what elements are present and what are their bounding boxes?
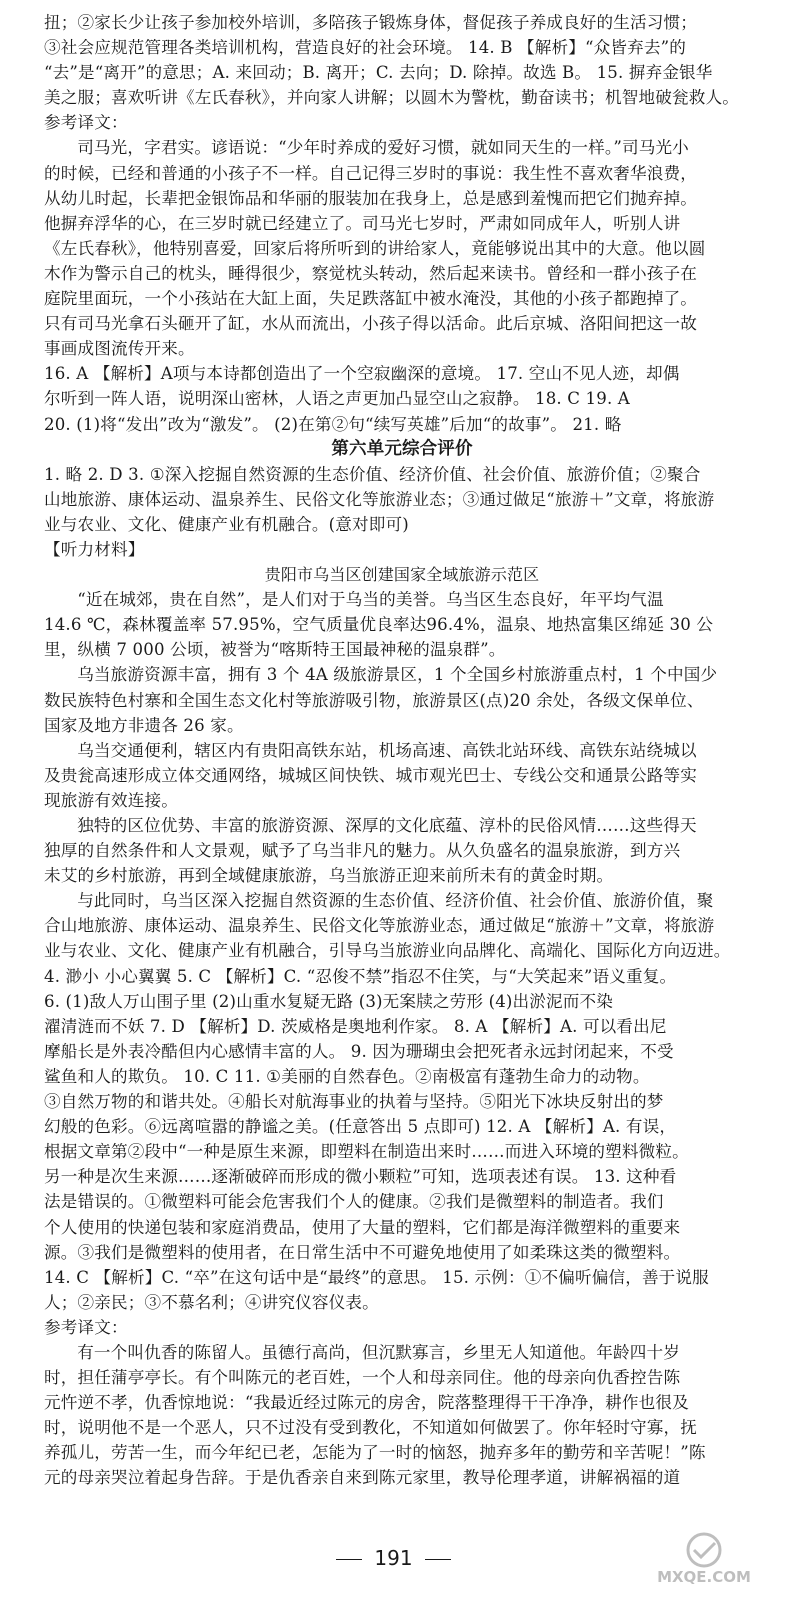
watermark-text: MXQE.COM: [657, 1568, 751, 1586]
text-line: ③社会应规范管理各类培训机构，营造良好的社会环境。 14. B 【解析】“众皆弃去”的: [44, 38, 687, 58]
text-line: 木作为警示自己的枕头，睡得很少，察觉枕头转动，然后起来读书。曾经和一群小孩子在: [44, 263, 698, 283]
text-line: 有一个叫仇香的陈留人。虽德行高尚，但沉默寡言，乡里无人知道他。年龄四十岁: [77, 1342, 680, 1362]
listening-material-heading: 【听力材料】: [44, 539, 145, 559]
text-line: 业与农业、文化、健康产业有机融合，引导乌当旅游业向品牌化、高端化、国际化方向迈进。: [44, 941, 731, 961]
text-line: 16. A 【解析】A项与本诗都创造出了一个空寂幽深的意境。 17. 空山不见人迹，却偶: [44, 364, 680, 384]
text-line: 乌当交通便利，辖区内有贵阳高铁东站，机场高速、高铁北站环线、高铁东站绕城以: [77, 740, 697, 760]
text-line: 国家及地方非遗各 26 家。: [44, 715, 244, 735]
text-line: 只有司马光拿石头砸开了缸，水从而流出，小孩子得以活命。此后京城、洛阳间把这一故: [44, 314, 698, 334]
text-line: 1. 略 2. D 3. ①深入挖掘自然资源的生态价值、经济价值、社会价值、旅游价值；②聚合: [44, 464, 701, 484]
text-line: 事画成图流传开来。: [44, 339, 195, 359]
text-line: 14. C 【解析】C. “卒”在这句话中是“最终”的意思。 15. 示例：①不偏听偏信，善于说服: [44, 1267, 709, 1287]
text-line: 养孤儿，劳苦一生，而今年纪已老，怎能为了一时的恼怒，抛弃多年的勤劳和辛苦呢！”陈: [44, 1443, 706, 1463]
watermark-logo: [639, 1530, 769, 1588]
text-line: 元的母亲哭泣着起身告辞。于是仇香亲自来到陈元家里，教导伦理孝道，讲解祸福的道: [44, 1468, 681, 1488]
text-line: 未艾的乡村旅游，再到全域健康旅游，乌当旅游正迎来前所未有的黄金时期。: [44, 866, 614, 886]
text-line: 20. (1)将“发出”改为“激发”。 (2)在第②句“续写英雄”后加“的故事”。 21. 略: [44, 414, 622, 434]
text-line: 从幼儿时起，长辈把金银饰品和华丽的服装加在我身上，总是感到羞愧而把它们抛弃掉。: [44, 188, 698, 208]
text-line: 数民族特色村寨和全国生态文化村等旅游吸引物，旅游景区(点)20 余处，各级文保单位、: [44, 690, 704, 710]
text-line: 独厚的自然条件和人文景观，赋予了乌当非凡的魅力。从久负盛名的温泉旅游，到方兴: [44, 841, 681, 861]
text-line: 山地旅游、康体运动、温泉养生、民俗文化等旅游业态；③通过做足“旅游＋”文章，将旅游: [44, 489, 715, 509]
text-line: 及贵瓮高速形成立体交通网络，城城区间快铁、城市观光巴士、专线公交和通景公路等实: [44, 765, 698, 785]
text-line: 业与农业、文化、健康产业有机融合。(意对即可): [44, 514, 409, 534]
text-line: 法是错误的。①微塑料可能会危害我们个人的健康。②我们是微塑料的制造者。我们: [44, 1192, 664, 1212]
text-line: 尔听到一阵人语，说明深山密林，人语之声更加凸显空山之寂静。 18. C 19. A: [44, 389, 630, 409]
text-line: 司马光，字君实。谚语说：“少年时养成的爱好习惯，就如同天生的一样。”司马光小: [77, 138, 689, 158]
section-title: 第六单元综合评价: [331, 438, 473, 459]
page-number-text: 191: [374, 1546, 413, 1570]
text-line: 里，纵横 7 000 公顷，被誉为“喀斯特王国最神秘的温泉群”。: [44, 640, 506, 660]
translation-heading: 参考译文：: [44, 113, 128, 133]
text-line: 时，担任蒲亭亭长。有个叫陈元的老百姓，一个人和母亲同住。他的母亲向仇香控告陈: [44, 1368, 681, 1388]
text-line: 6. (1)敌人万山围子里 (2)山重水复疑无路 (3)无案牍之劳形 (4)出淤泥而不染: [44, 991, 613, 1011]
translation-heading: 参考译文：: [44, 1317, 128, 1337]
text-line: 濯清涟而不妖 7. D 【解析】D. 茨威格是奥地利作家。 8. A 【解析】A. 可以看出尼: [44, 1016, 667, 1036]
text-line: 现旅游有效连接。: [44, 790, 178, 810]
text-line: 他摒弃浮华的心，在三岁时就已经建立了。司马光七岁时，严肃如同成年人，听别人讲: [44, 213, 681, 233]
text-line: 扭；②家长少让孩子参加校外培训，多陪孩子锻炼身体，督促孩子养成良好的生活习惯；: [44, 13, 698, 32]
text-line: 时，说明他不是一个恶人，只不过没有受到教化，不知道如何做罢了。你年轻时守寡，抚: [44, 1418, 698, 1438]
text-line: 4. 渺小 小心翼翼 5. C 【解析】C. “忍俊不禁”指忍不住笑，与“大笑起来”语义重复。: [44, 966, 677, 986]
text-line: 14.6 ℃，森林覆盖率 57.95%，空气质量优良率达96.4%，温泉、地热富集区绵延 30 公: [44, 615, 714, 635]
text-line: 独特的区位优势、丰富的旅游资源、深厚的文化底蕴、淳朴的民俗风情……这些得天: [77, 816, 697, 835]
text-line: 个人使用的快递包装和家庭消费品，使用了大量的塑料，它们都是海洋微塑料的重要来: [44, 1217, 681, 1237]
text-line: 鲨鱼和人的欺负。 10. C 11. ①美丽的自然春色。②南极富有蓬勃生命力的动物。: [44, 1066, 650, 1086]
page-number-dash-right: [425, 1559, 451, 1561]
page-number-dash-left: [336, 1559, 362, 1561]
text-line: “近在城郊，贵在自然”，是人们对于乌当的美誉。乌当区生态良好，年平均气温: [77, 590, 664, 610]
text-line: 元忤逆不孝，仇香惊地说：“我最近经过陈元的房舍，院落整理得干干净净，耕作也很及: [44, 1393, 689, 1413]
text-line: 源。③我们是微塑料的使用者，在日常生活中不可避免地使用了如柔珠这类的微塑料。: [44, 1242, 681, 1262]
text-line: “去”是“离开”的意思；A. 来回动；B. 离开；C. 去向；D. 除掉。故选 B。 15. 摒弃金银华: [44, 63, 713, 83]
listening-title: 贵阳市乌当区创建国家全域旅游示范区: [264, 565, 540, 585]
text-line: 的时候，已经和普通的小孩子不一样。自己记得三岁时的事说：我生性不喜欢奢华浪费，: [44, 163, 698, 183]
text-line: 根据文章第②段中“一种是原生来源，即塑料在制造出来时……而进入环境的塑料微粒。: [44, 1142, 689, 1162]
text-line: 人；②亲民；③不慕名利；④讲究仪容仪表。: [44, 1292, 379, 1312]
text-line: 合山地旅游、康体运动、温泉养生、民俗文化等旅游业态，通过做足“旅游＋”文章，将旅游: [44, 916, 715, 936]
text-line: 摩船长是外表冷酷但内心感情丰富的人。 9. 因为珊瑚虫会把死者永远封闭起来，不受: [44, 1041, 674, 1061]
text-line: ③自然万物的和谐共处。④船长对航海事业的执着与坚持。⑤阳光下冰块反射出的梦: [44, 1092, 664, 1112]
answer-page-body: [44, 10, 760, 1491]
text-line: 与此同时，乌当区深入挖掘自然资源的生态价值、经济价值、社会价值、旅游价值，聚: [77, 891, 714, 911]
text-line: 《左氏春秋》，他特别喜爱，回家后将所听到的讲给家人，竟能够说出其中的大意。他以圆: [44, 238, 706, 258]
text-line: 乌当旅游资源丰富，拥有 3 个 4A 级旅游景区，1 个全国乡村旅游重点村，1 个中国少: [77, 665, 718, 685]
text-line: 幻般的色彩。⑥远离喧嚣的静谧之美。(任意答出 5 点即可) 12. A 【解析】A. 有误，: [44, 1117, 677, 1137]
text-line: 另一种是次生来源……逐渐破碎而形成的微小颗粒”可知，选项表述有误。 13. 这种看: [44, 1167, 677, 1187]
text-line: 庭院里面玩，一个小孩站在大缸上面，失足跌落缸中被水淹没，其他的小孩子都跑掉了。: [44, 289, 698, 309]
text-line: 美之服；喜欢听讲《左氏春秋》，并向家人讲解；以圆木为警枕，勤奋读书；机智地破瓮救人。: [44, 88, 739, 108]
